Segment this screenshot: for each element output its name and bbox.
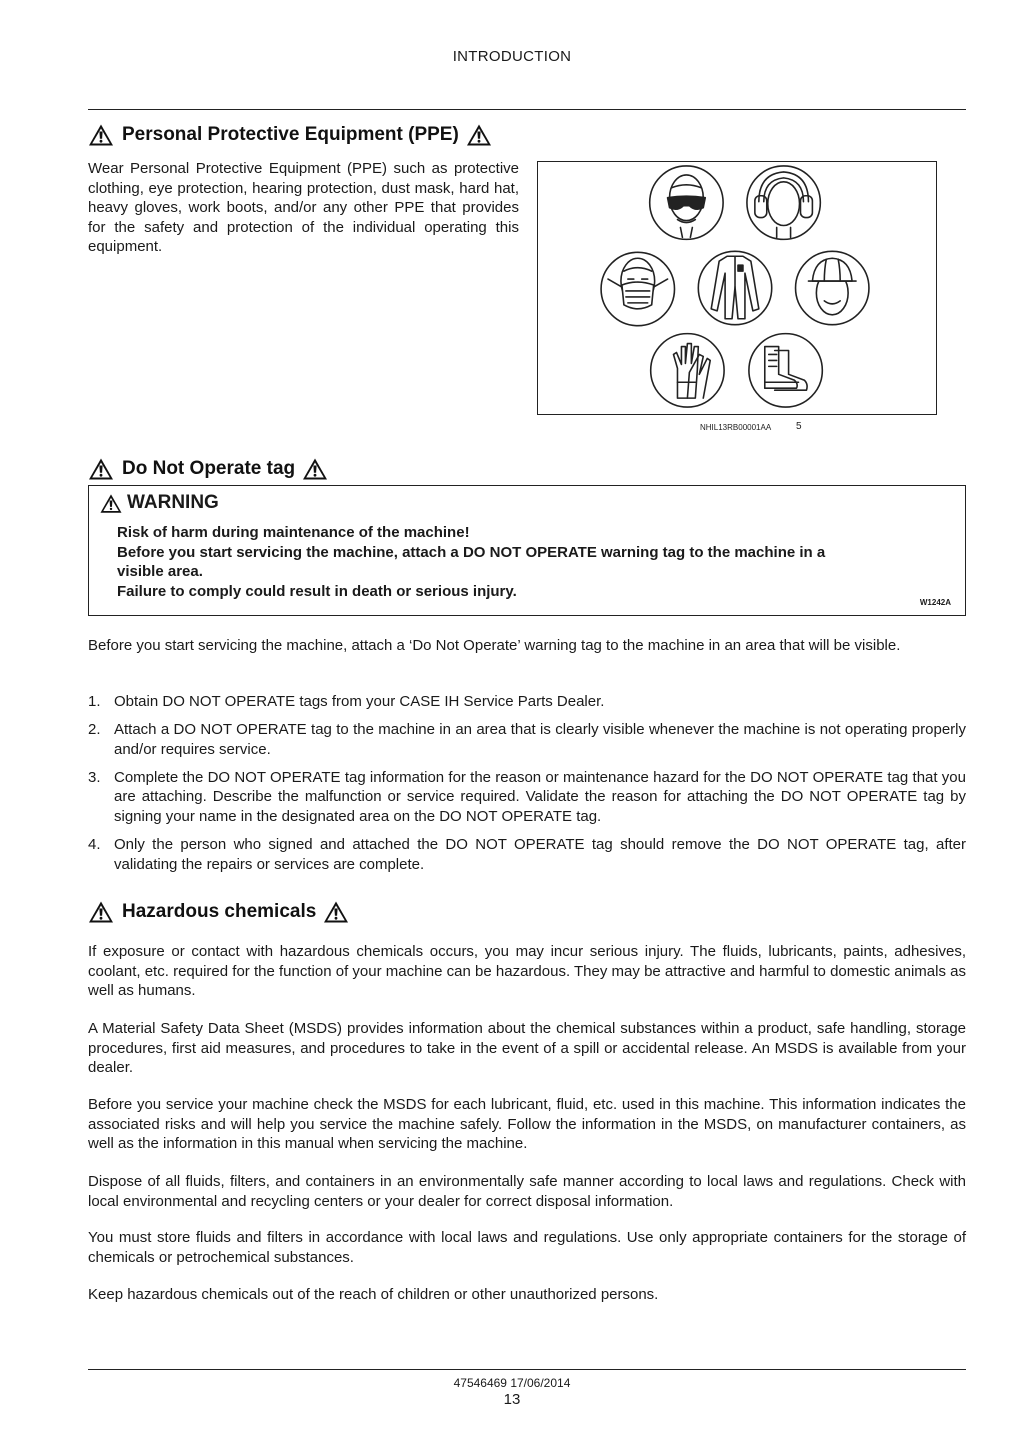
step-text: Attach a DO NOT OPERATE tag to the machine in an area that is clearly visible whenever the machine is not operating properly and/or requires service. [114,721,966,758]
footer-divider [88,1369,966,1370]
hazardous-heading [88,900,349,924]
step-text: Only the person who signed and attached the DO NOT OPERATE tag should remove the DO NOT OPERATE tag, after validating the repairs or services are complete. [114,836,966,873]
warning-triangle-icon [323,900,349,924]
warning-code: W1242A [919,598,951,607]
hard-hat-icon [796,251,869,324]
hazardous-paragraph: Dispose of all fluids, filters, and containers in an environmentally safe manner according to local laws and regulations. Check with local environmental and recycling centers or your dealer for correct disposal information. [88,1173,966,1210]
dust-mask-icon [601,252,674,325]
list-item [88,835,966,874]
ear-muffs-icon [747,166,820,239]
page-number: 13 [503,1391,521,1408]
hazardous-paragraph: Keep hazardous chemicals out of the reach of children or other unauthorized persons. [88,1286,659,1303]
hazardous-paragraph: If exposure or contact with hazardous chemicals occurs, you may incur serious injury. The fluids, lubricants, paints, adhesives, coolant, etc. required for the function of your machine can be hazardous. They may be attractive and harmful to domestic animals as well as humans. [88,943,966,1000]
header-divider [88,109,966,110]
warning-triangle-icon [99,493,123,514]
warning-triangle-icon [88,123,114,147]
warning-line: Failure to comply could result in death or serious injury. [117,582,517,600]
step-number: 3. [88,768,101,786]
safety-glasses-icon [650,166,723,239]
list-item [88,768,966,827]
step-number: 4. [88,836,101,854]
figure-number: 5 [796,421,802,432]
ppe-figure [537,161,937,415]
ppe-title: Personal Protective Equipment (PPE) [122,124,459,145]
gloves-icon [651,334,724,407]
do-not-operate-title: Do Not Operate tag [122,458,296,479]
do-not-operate-steps [88,692,966,883]
coveralls-icon [698,251,771,324]
hazardous-paragraph: A Material Safety Data Sheet (MSDS) provides information about the chemical substances within a product, safe handling, storage procedures, first aid measures, and procedures to take in the event of a spill or accidental release. An MSDS is available from your dealer. [88,1020,966,1077]
ppe-body: Wear Personal Protective Equipment (PPE) such as protective clothing, eye protection, hearing protection, dust mask, hard hat, heavy gloves, work boots, and/or any other PPE that provides for the safety and protection of the individual operating this equipment. [88,160,519,256]
list-item [88,692,966,712]
hazardous-paragraph: You must store fluids and filters in accordance with local laws and regulations. Use only appropriate containers for the storage of chemicals or petrochemical substances. [88,1229,966,1266]
step-number: 1. [88,693,101,710]
warning-line: Before you start servicing the machine, attach a DO NOT OPERATE warning tag to the machine in a [117,543,826,561]
warning-box [88,485,966,616]
warning-triangle-icon [302,457,328,481]
warning-text [117,523,947,601]
ppe-heading [88,123,492,147]
do-not-operate-heading [88,457,328,481]
warning-triangle-icon [88,457,114,481]
warning-triangle-icon [466,123,492,147]
work-boots-icon [749,334,822,407]
page-header: INTRODUCTION [452,48,572,65]
do-not-operate-intro: Before you start servicing the machine, attach a ‘Do Not Operate’ warning tag to the machine in an area that will be visible. [88,637,901,654]
hazardous-title: Hazardous chemicals [122,901,317,922]
list-item [88,720,966,759]
warning-title [99,492,219,514]
warning-line: Risk of harm during maintenance of the machine! [117,524,470,541]
step-text: Complete the DO NOT OPERATE tag information for the reason or maintenance hazard for the DO NOT OPERATE tag that you are attaching. Describe the malfunction or service required. Validate the reason for attaching the DO NOT OPERATE tag by signing your name in the designated area on the DO NOT OPERATE tag. [114,768,966,825]
warning-label: WARNING [127,492,219,513]
warning-line: visible area. [117,563,203,581]
warning-triangle-icon [88,900,114,924]
step-text: Obtain DO NOT OPERATE tags from your CASE IH Service Parts Dealer. [114,693,605,710]
figure-caption: NHIL13RB00001AA [700,423,772,432]
step-number: 2. [88,721,101,739]
hazardous-paragraph: Before you service your machine check the MSDS for each lubricant, fluid, etc. used in this machine. This information indicates the associated risks and will help you service the machine safely. Follow the information in the MSDS, on manufacturer containers, as well as the information in this manual when servicing the machine. [88,1096,966,1153]
footer-doc-ref: 47546469 17/06/2014 [453,1376,571,1390]
